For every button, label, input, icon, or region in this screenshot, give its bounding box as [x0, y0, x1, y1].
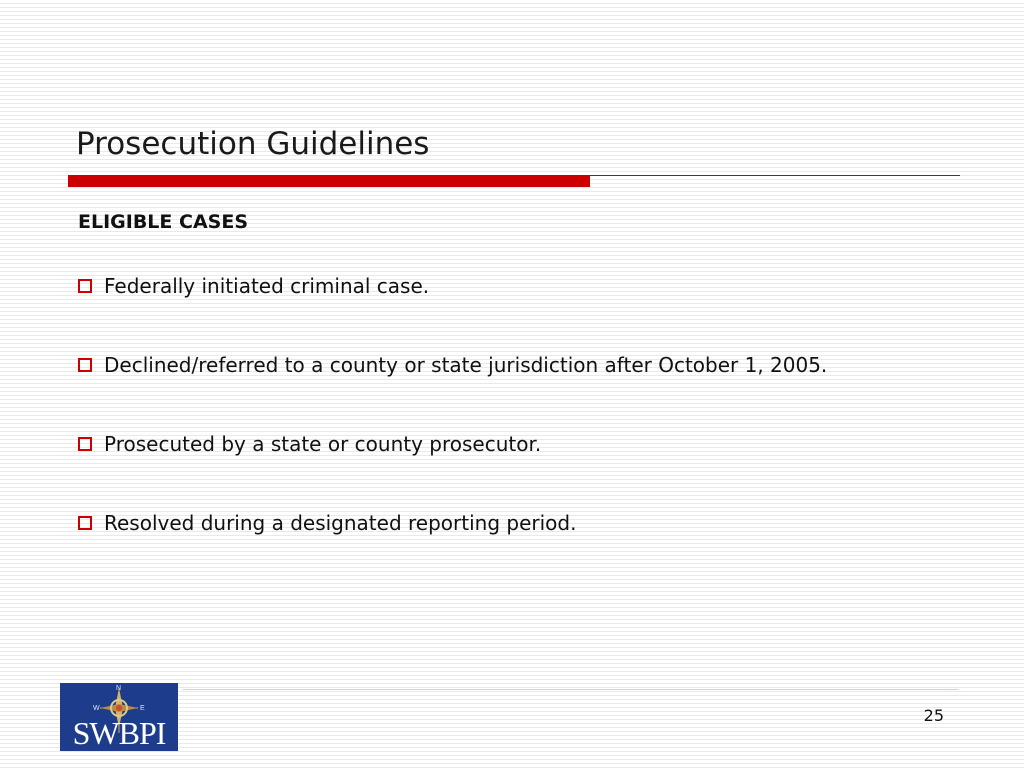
compass-e-label: E: [140, 705, 145, 712]
slide-title: Prosecution Guidelines: [76, 126, 430, 162]
page-number: 25: [923, 706, 944, 725]
square-bullet-icon: [78, 516, 92, 530]
compass-n-label: N: [116, 685, 122, 692]
section-heading: ELIGIBLE CASES: [78, 211, 248, 233]
compass-w-label: W: [93, 705, 100, 712]
logo-text: SWBPI: [72, 715, 166, 751]
square-bullet-icon: [78, 358, 92, 372]
title-rule-thin: [590, 175, 960, 176]
bullet-item: [78, 511, 576, 535]
bullet-text: Federally initiated criminal case.: [104, 274, 430, 298]
bullet-text: Resolved during a designated reporting period.: [104, 511, 577, 535]
bullet-item: [78, 274, 429, 298]
bullet-item: [78, 353, 827, 377]
title-rule-thick: [68, 175, 590, 187]
footer-divider: [183, 689, 958, 690]
bullet-text: Declined/referred to a county or state jurisdiction after October 1, 2005.: [104, 353, 828, 377]
swbpi-logo: [60, 683, 178, 751]
square-bullet-icon: [78, 279, 92, 293]
bullet-text: Prosecuted by a state or county prosecutor.: [104, 432, 542, 456]
square-bullet-icon: [78, 437, 92, 451]
bullet-item: [78, 432, 541, 456]
